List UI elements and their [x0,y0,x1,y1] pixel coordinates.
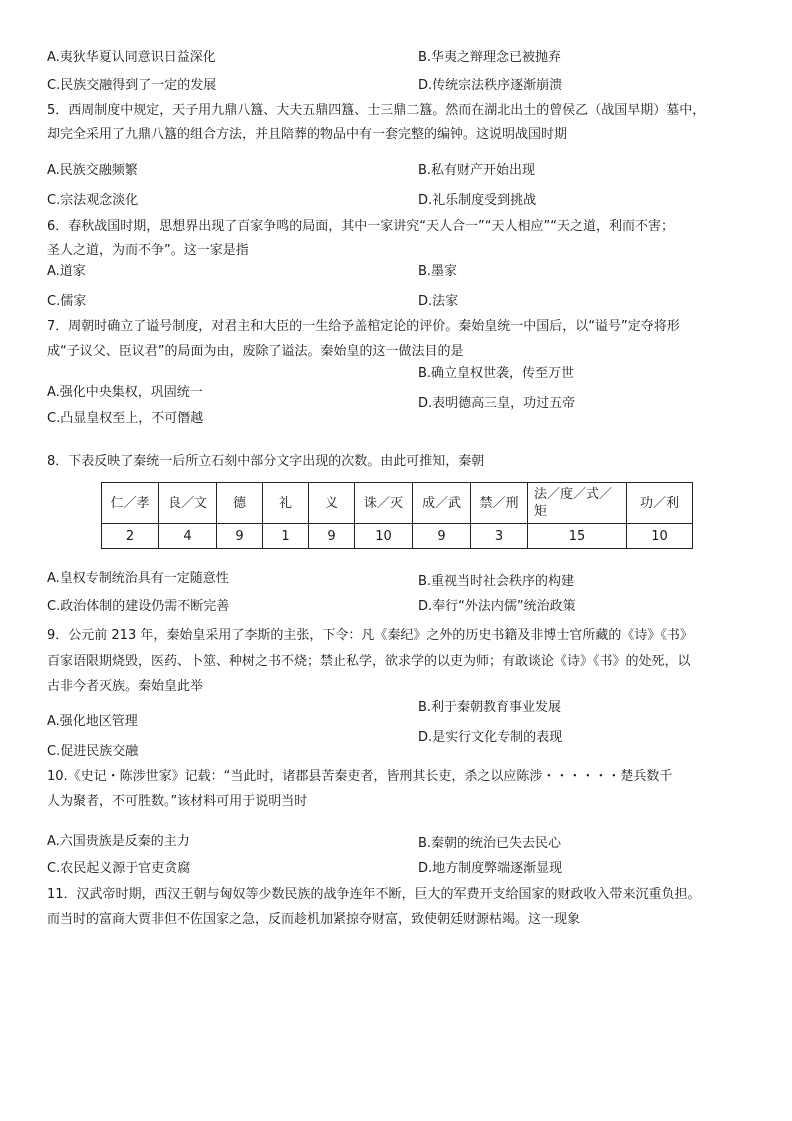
table-header-cell: 礼 [263,483,309,524]
table-header-row [102,483,693,524]
q9-option-d[interactable]: D.是实行文化专制的表现 [418,730,563,745]
table-header-cell [528,483,627,524]
q7-stem-line-2: 成“子议父、臣议君”的局面为由，废除了谥法。秦始皇的这一做法目的是 [47,344,464,359]
q4-option-b[interactable]: B.华夷之辩理念已被抛弃 [418,50,562,65]
table-cell: 15 [528,524,627,549]
table-cell: 4 [159,524,217,549]
q10-option-a[interactable]: A.六国贵族是反秦的主力 [47,834,190,849]
q6-option-a[interactable]: A.道家 [47,264,86,279]
table-cell: 9 [217,524,263,549]
table-cell: 1 [263,524,309,549]
table-header-cell: 德 [217,483,263,524]
q9-option-c[interactable]: C.促进民族交融 [47,744,139,759]
q7-option-d[interactable]: D.表明德高三皇，功过五帝 [418,396,576,411]
q11-stem-line-2: 而当时的富商大贾非但不佐国家之急，反而趁机加紧掠夺财富，致使朝廷财源枯竭。这一现象 [47,912,581,927]
q4-option-c[interactable]: C.民族交融得到了一定的发展 [47,78,217,93]
q8-option-d[interactable]: D.奉行“外法内儒”统治政策 [418,599,576,614]
q9-stem-line-2: 百家语限期烧毁，医药、卜筮、种树之书不烧；禁止私学，欲求学的以吏为师；有敢谈论《诗》《书》的处死，以 [47,654,691,669]
q5-option-a[interactable]: A.民族交融频繁 [47,163,138,178]
q10-option-c[interactable]: C.农民起义源于官吏贪腐 [47,861,191,876]
q4-option-d[interactable]: D.传统宗法秩序逐渐崩溃 [418,78,563,93]
table-cell: 9 [413,524,471,549]
table-header-cell: 良／文 [159,483,217,524]
table-header-cell-line-2: 矩 [534,504,548,519]
q8-option-c[interactable]: C.政治体制的建设仍需不断完善 [47,599,230,614]
q7-stem-line-1: 7．周朝时确立了谥号制度，对君主和大臣的一生给予盖棺定论的评价。秦始皇统一中国后，以“谥号”定夺将形 [47,319,680,334]
q6-option-d[interactable]: D.法家 [418,294,459,309]
q9-stem-line-3: 古非今者灭族。秦始皇此举 [47,679,204,694]
q10-stem-line-2: 人为聚者，不可胜数。”该材料可用于说明当时 [47,794,308,809]
q5-option-b[interactable]: B.私有财产开始出现 [418,163,536,178]
table-header-cell: 义 [309,483,355,524]
q6-option-c[interactable]: C.儒家 [47,294,87,309]
q5-stem-line-2: 却完全采用了九鼎八簋的组合方法，并且陪葬的物品中有一套完整的编钟。这说明战国时期 [47,127,568,142]
q6-stem-line-2: 圣人之道，为而不争”。这一家是指 [47,243,249,258]
table-cell: 2 [102,524,159,549]
q7-option-c[interactable]: C.凸显皇权至上，不可僭越 [47,411,204,426]
q5-option-c[interactable]: C.宗法观念淡化 [47,193,139,208]
table-header-cell: 诛／灭 [355,483,413,524]
q6-stem-line-1: 6．春秋战国时期，思想界出现了百家争鸣的局面，其中一家讲究“天人合一”“天人相应”“天之道，利而不害； [47,219,674,234]
table-header-cell-line-1: 法／度／式／ [534,487,613,502]
q11-stem-line-1: 11．汉武帝时期，西汉王朝与匈奴等少数民族的战争连年不断，巨大的军费开支给国家的财政收入带来沉重负担。 [47,887,701,902]
q8-stem-line-1: 8．下表反映了秦统一后所立石刻中部分文字出现的次数。由此可推知，秦朝 [47,454,485,469]
q9-stem-line-1: 9．公元前 213 年，秦始皇采用了李斯的主张，下令：凡《秦纪》之外的历史书籍及非博士官所藏的《诗》《书》 [47,628,693,643]
q10-stem-line-1: 10.《史记・陈涉世家》记载：“当此时，诸郡县苦秦吏者，皆刑其长吏，杀之以应陈涉・・・・・・楚兵数千 [47,769,673,784]
table-header-cell: 功／利 [627,483,693,524]
table-cell: 3 [471,524,528,549]
q8-option-b[interactable]: B.重视当时社会秩序的构建 [418,574,575,589]
q5-option-d[interactable]: D.礼乐制度受到挑战 [418,193,537,208]
q5-stem-line-1: 5．西周制度中规定，天子用九鼎八簋、大夫五鼎四簋、士三鼎二簋。然而在湖北出土的曾侯乙（战国早期）墓中， [47,103,706,118]
q6-option-b[interactable]: B.墨家 [418,264,458,279]
q9-option-a[interactable]: A.强化地区管理 [47,714,138,729]
q9-option-b[interactable]: B.利于秦朝教育事业发展 [418,700,562,715]
q4-option-a[interactable]: A.夷狄华夏认同意识日益深化 [47,50,216,65]
table-header-cell: 成／武 [413,483,471,524]
q10-option-d[interactable]: D.地方制度弊端逐渐显现 [418,861,563,876]
table-cell: 10 [355,524,413,549]
q8-word-frequency-table [101,482,693,549]
q7-option-b[interactable]: B.确立皇权世袭，传至万世 [418,366,575,381]
q7-option-a[interactable]: A.强化中央集权，巩固统一 [47,385,203,400]
q10-option-b[interactable]: B.秦朝的统治已失去民心 [418,836,562,851]
table-cell: 10 [627,524,693,549]
table-header-cell: 仁／孝 [102,483,159,524]
table-row [102,524,693,549]
table-header-cell: 禁／刑 [471,483,528,524]
table-cell: 9 [309,524,355,549]
q8-option-a[interactable]: A.皇权专制统治具有一定随意性 [47,571,229,586]
